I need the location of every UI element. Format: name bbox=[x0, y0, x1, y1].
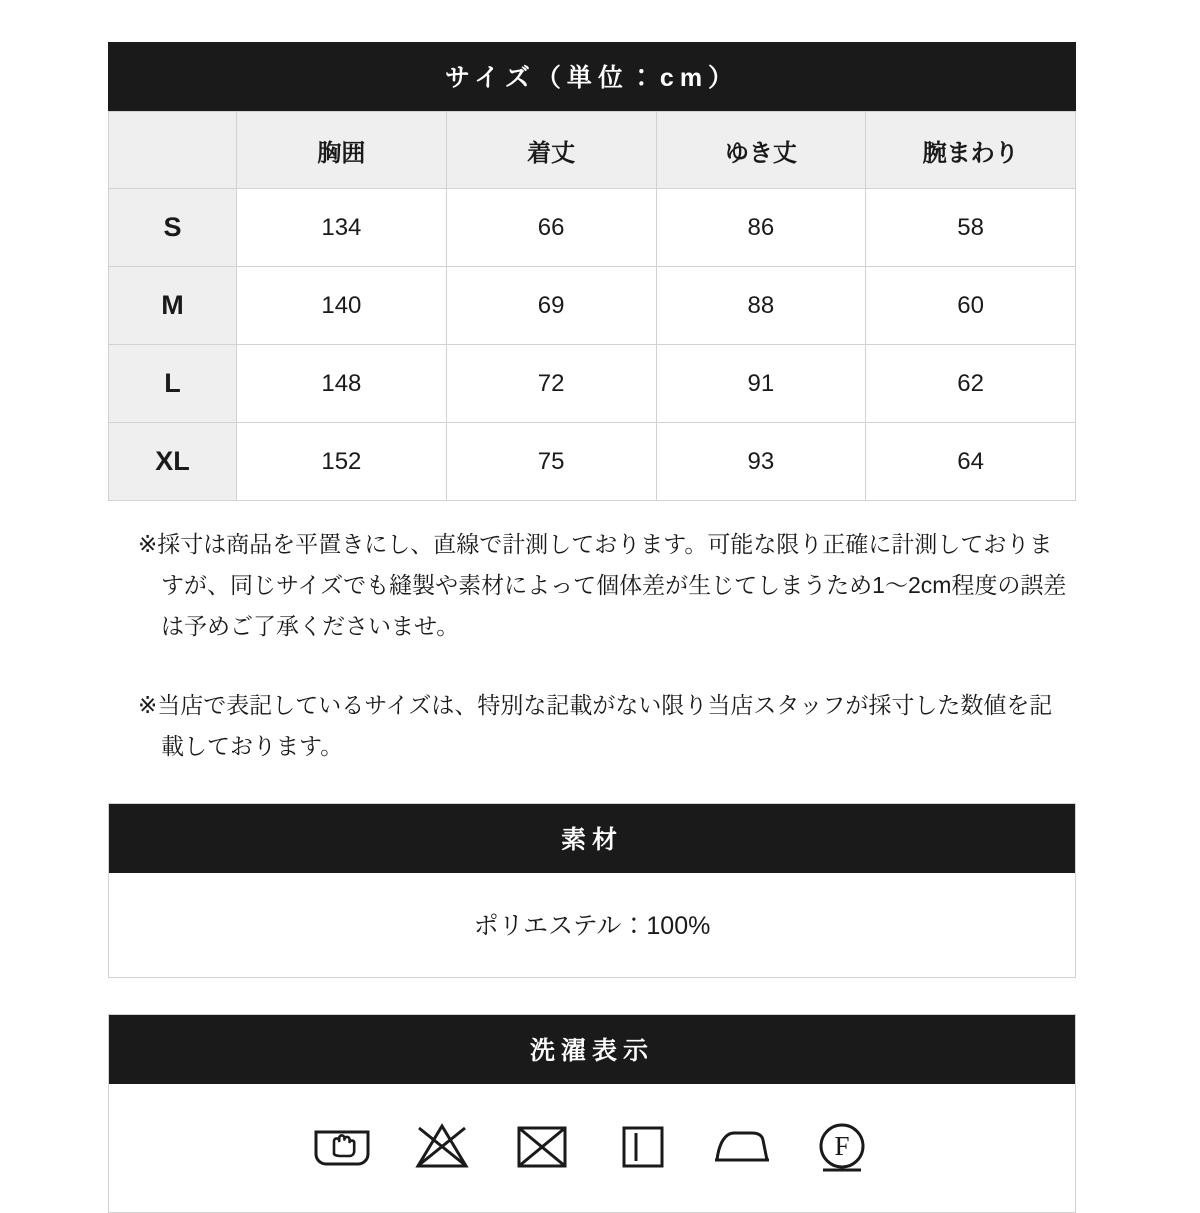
line-dry-icon bbox=[610, 1114, 674, 1178]
size-label: L bbox=[109, 345, 237, 423]
care-section bbox=[108, 1014, 1076, 1213]
hand-wash-icon bbox=[310, 1114, 374, 1178]
note-measurement-source: ※当店で表記しているサイズは、特別な記載がない限り当店スタッフが採寸した数値を記載しております。 bbox=[138, 691, 1053, 759]
size-cell: 93 bbox=[656, 423, 866, 501]
size-cell: 140 bbox=[237, 267, 447, 345]
size-table-col-0 bbox=[109, 112, 237, 189]
material-section-title: 素材 bbox=[109, 804, 1075, 873]
no-bleach-icon bbox=[410, 1114, 474, 1178]
material-section bbox=[108, 803, 1076, 978]
table-row bbox=[109, 189, 1076, 267]
size-cell: 58 bbox=[866, 189, 1076, 267]
size-cell: 72 bbox=[446, 345, 656, 423]
size-cell: 66 bbox=[446, 189, 656, 267]
table-row bbox=[109, 267, 1076, 345]
size-table-col-2: 着丈 bbox=[446, 112, 656, 189]
size-cell: 69 bbox=[446, 267, 656, 345]
size-cell: 134 bbox=[237, 189, 447, 267]
no-tumble-dry-icon bbox=[510, 1114, 574, 1178]
size-table bbox=[108, 111, 1076, 501]
svg-text:F: F bbox=[834, 1130, 850, 1161]
size-cell: 88 bbox=[656, 267, 866, 345]
care-symbol-row bbox=[109, 1084, 1075, 1212]
size-label: M bbox=[109, 267, 237, 345]
table-row bbox=[109, 345, 1076, 423]
size-table-col-1: 胸囲 bbox=[237, 112, 447, 189]
size-table-col-4: 腕まわり bbox=[866, 112, 1076, 189]
size-cell: 86 bbox=[656, 189, 866, 267]
product-spec-sheet bbox=[108, 42, 1076, 1213]
material-value: ポリエステル：100% bbox=[109, 873, 1075, 977]
size-label: XL bbox=[109, 423, 237, 501]
note-measurement-tolerance: ※採寸は商品を平置きにし、直線で計測しております。可能な限り正確に計測しておりますが、同じサイズでも縫製や素材によって個体差が生じてしまうため1〜2cm程度の誤差は予めご了承くださいませ。 bbox=[138, 531, 1067, 639]
table-row bbox=[109, 423, 1076, 501]
size-cell: 62 bbox=[866, 345, 1076, 423]
size-cell: 148 bbox=[237, 345, 447, 423]
size-table-header-row bbox=[109, 112, 1076, 189]
size-cell: 64 bbox=[866, 423, 1076, 501]
size-cell: 75 bbox=[446, 423, 656, 501]
size-cell: 91 bbox=[656, 345, 866, 423]
size-section-title: サイズ（単位：cm） bbox=[108, 42, 1076, 111]
size-section bbox=[108, 42, 1076, 501]
care-section-title: 洗濯表示 bbox=[109, 1015, 1075, 1084]
size-table-col-3: ゆき丈 bbox=[656, 112, 866, 189]
size-cell: 60 bbox=[866, 267, 1076, 345]
iron-low-icon bbox=[710, 1114, 774, 1178]
dry-clean-petroleum-icon bbox=[810, 1114, 874, 1178]
size-cell: 152 bbox=[237, 423, 447, 501]
size-label: S bbox=[109, 189, 237, 267]
measurement-notes bbox=[108, 524, 1076, 767]
